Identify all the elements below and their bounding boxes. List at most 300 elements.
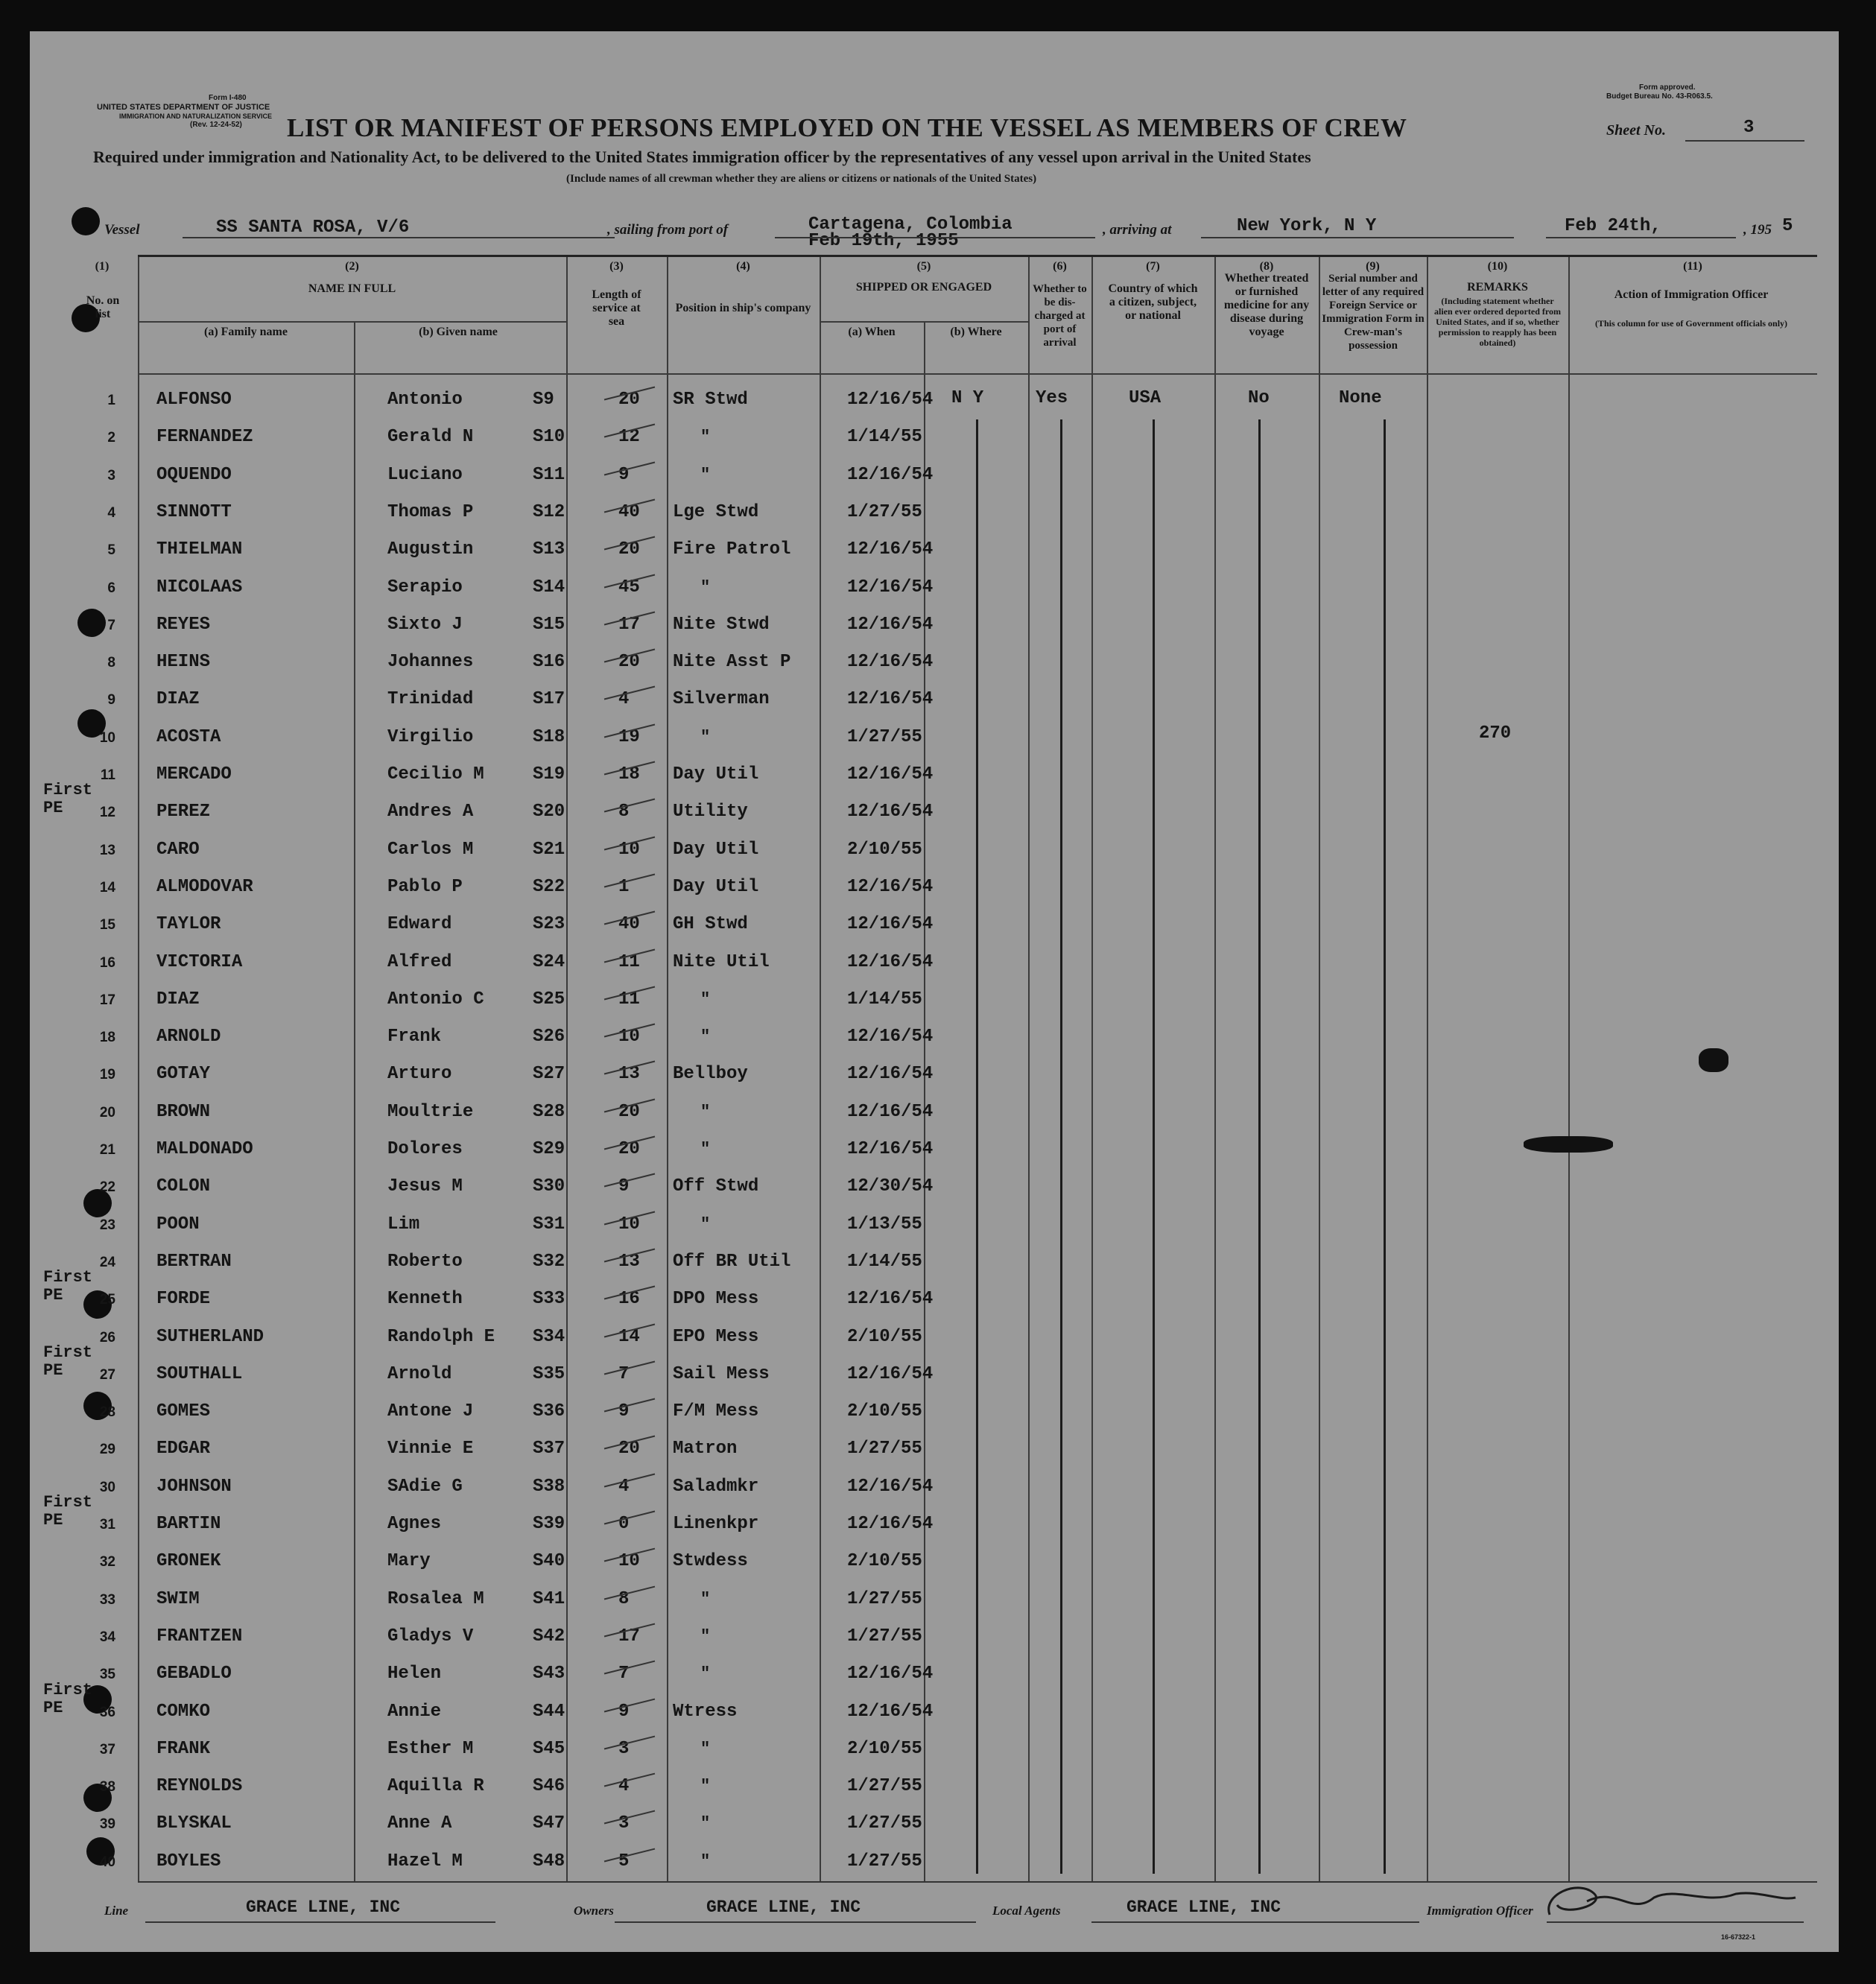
shipped-when: 12/16/54 (847, 876, 934, 897)
shipped-when: 12/16/54 (847, 689, 934, 710)
position: Linenkpr (673, 1514, 759, 1534)
punch-hole (72, 207, 100, 235)
family-name: GOTAY (156, 1064, 211, 1085)
row-number: 2 (107, 430, 115, 446)
service-years: 4 (618, 1476, 630, 1497)
shipped-when: 2/10/55 (847, 1738, 922, 1759)
treated-value: No (1248, 388, 1270, 408)
crew-code: S28 (533, 1101, 565, 1122)
row-number: 23 (99, 1217, 115, 1233)
header-col5-num: (5) (916, 260, 931, 273)
row-number: 17 (99, 992, 115, 1008)
form-number: Form I-480 (209, 94, 247, 102)
position: Silverman (673, 689, 770, 710)
family-name: POON (156, 1214, 200, 1235)
shipped-when: 12/16/54 (847, 1139, 934, 1159)
given-name: Esther M (387, 1738, 474, 1759)
country-value: USA (1129, 388, 1162, 408)
shipped-when: 1/27/55 (847, 1851, 922, 1872)
officer-signature (1535, 1872, 1803, 1924)
shipped-when: 2/10/55 (847, 1401, 922, 1422)
date-underline (1546, 237, 1736, 238)
service-years: 10 (618, 1214, 640, 1235)
family-name: JOHNSON (156, 1476, 232, 1497)
family-name: SINNOTT (156, 501, 232, 522)
header-col3: Length of service at sea (592, 288, 641, 328)
header-col8: Whether treated or furnished medicine for any disease during voyage (1223, 272, 1310, 338)
year-digit: 5 (1782, 216, 1793, 236)
shipped-when: 12/16/54 (847, 577, 934, 598)
family-name: ACOSTA (156, 726, 221, 747)
service-years: 13 (618, 1251, 640, 1272)
row-number: 32 (99, 1554, 115, 1571)
shipped-when: 1/27/55 (847, 1439, 922, 1460)
given-name: Anne A (387, 1813, 452, 1834)
family-name: SOUTHALL (156, 1363, 243, 1384)
crew-code: S23 (533, 914, 565, 935)
crew-code: S13 (533, 539, 565, 560)
row-number: 16 (99, 954, 115, 971)
ink-mark (1699, 1048, 1728, 1072)
service-years: 13 (618, 1064, 640, 1085)
service-years: 11 (618, 989, 640, 1010)
sheet-underline (1685, 140, 1804, 142)
given-name: Helen (387, 1664, 442, 1685)
arrival-port: New York, N Y (1237, 216, 1377, 236)
shipped-when: 1/27/55 (847, 1813, 922, 1834)
agents-underline (1091, 1921, 1419, 1923)
crew-code: S18 (533, 726, 565, 747)
include-note: (Include names of all crewman whether they are aliens or citizens or nationals of the United States) (566, 173, 1037, 185)
service-years: 4 (618, 1776, 630, 1797)
family-name: DIAZ (156, 689, 200, 710)
row-number: 24 (99, 1254, 115, 1270)
family-name: ALMODOVAR (156, 876, 253, 897)
service-years: 9 (618, 1701, 630, 1722)
family-name: COLON (156, 1176, 211, 1197)
given-name: Antonio (387, 390, 463, 410)
ink-mark (1524, 1136, 1613, 1153)
row-number: 34 (99, 1629, 115, 1645)
shipped-when: 12/16/54 (847, 390, 934, 410)
family-name: ALFONSO (156, 390, 232, 410)
position: SR Stwd (673, 390, 748, 410)
row-number: 6 (107, 580, 115, 596)
arrival-date: Feb 24th, (1565, 216, 1661, 236)
sheet-label: Sheet No. (1606, 122, 1666, 139)
crew-code: S39 (533, 1514, 565, 1534)
crew-code: S21 (533, 839, 565, 860)
given-name: Luciano (387, 464, 463, 485)
family-name: DIAZ (156, 989, 200, 1010)
shipped-when: 12/16/54 (847, 1101, 934, 1122)
row-number: 35 (99, 1667, 115, 1683)
header-col9-num: (9) (1366, 260, 1380, 273)
service-years: 16 (618, 1289, 640, 1310)
service-years: 20 (618, 1439, 640, 1460)
given-name: Arturo (387, 1064, 452, 1085)
position: Lge Stwd (673, 501, 759, 522)
given-name: SAdie G (387, 1476, 463, 1497)
row-number: 3 (107, 467, 115, 484)
row-number: 18 (99, 1030, 115, 1046)
service-years: 10 (618, 1551, 640, 1572)
service-years: 14 (618, 1326, 640, 1347)
margin-note: First PE (43, 1680, 93, 1717)
family-name: EDGAR (156, 1439, 211, 1460)
crew-code: S22 (533, 876, 565, 897)
family-name: PEREZ (156, 802, 211, 823)
line-value: GRACE LINE, INC (246, 1898, 401, 1917)
family-name: SWIM (156, 1588, 200, 1609)
position: " (700, 1851, 711, 1871)
shipped-when: 2/10/55 (847, 1326, 922, 1347)
header-col1: No. on list (86, 294, 120, 320)
row-number: 15 (99, 917, 115, 934)
row-number: 13 (99, 842, 115, 858)
margin-note: First PE (43, 1493, 93, 1530)
header-subrule (820, 321, 1028, 323)
family-name: BROWN (156, 1101, 211, 1122)
margin-note: First PE (43, 1343, 93, 1380)
row-number: 37 (99, 1741, 115, 1758)
given-name: Dolores (387, 1139, 463, 1159)
form-approved: Form approved. (1639, 83, 1696, 92)
shipped-when: 12/16/54 (847, 464, 934, 485)
given-name: Trinidad (387, 689, 474, 710)
shipped-when: 12/16/54 (847, 802, 934, 823)
header-col6-num: (6) (1053, 260, 1067, 273)
given-name: Edward (387, 914, 452, 935)
given-name: Rosalea M (387, 1588, 484, 1609)
given-name: Virgilio (387, 726, 474, 747)
crew-code: S10 (533, 427, 565, 448)
shipped-when: 12/16/54 (847, 614, 934, 635)
crew-code: S45 (533, 1738, 565, 1759)
crew-table (86, 255, 1817, 1883)
shipped-when: 12/16/54 (847, 1476, 934, 1497)
crew-code: S11 (533, 464, 565, 485)
header-col5: SHIPPED OR ENGAGED (855, 281, 992, 294)
header-col2b: (b) Given name (419, 326, 498, 338)
service-years: 8 (618, 1588, 630, 1609)
family-name: REYNOLDS (156, 1776, 243, 1797)
given-name: Annie (387, 1701, 442, 1722)
row-number: 31 (99, 1517, 115, 1533)
shipped-when: 1/14/55 (847, 427, 922, 448)
shipped-when: 12/30/54 (847, 1176, 934, 1197)
row-number: 22 (99, 1179, 115, 1196)
family-name: COMKO (156, 1701, 211, 1722)
given-name: Antonio C (387, 989, 484, 1010)
shipped-when: 12/16/54 (847, 539, 934, 560)
family-name: REYES (156, 614, 211, 635)
shipped-when: 1/27/55 (847, 1626, 922, 1647)
sheet-number: 3 (1743, 118, 1755, 138)
header-col2: NAME IN FULL (308, 282, 396, 295)
crew-code: S30 (533, 1176, 565, 1197)
service-years: 9 (618, 1176, 630, 1197)
given-name: Gerald N (387, 427, 474, 448)
crew-code: S20 (533, 802, 565, 823)
service-years: 40 (618, 501, 640, 522)
page-title: LIST OR MANIFEST OF PERSONS EMPLOYED ON THE VESSEL AS MEMBERS OF CREW (287, 113, 1407, 142)
position: Off BR Util (673, 1251, 791, 1272)
family-name: FRANTZEN (156, 1626, 243, 1647)
service-years: 17 (618, 614, 640, 635)
row-number: 21 (99, 1142, 115, 1158)
given-name: Aquilla R (387, 1776, 484, 1797)
shipped-when: 12/16/54 (847, 1363, 934, 1384)
position: Day Util (673, 764, 759, 785)
shipped-when: 12/16/54 (847, 652, 934, 673)
arrival-underline (1201, 237, 1514, 238)
shipped-when: 12/16/54 (847, 1064, 934, 1085)
officer-label: Immigration Officer (1427, 1904, 1533, 1918)
row-number: 33 (99, 1591, 115, 1608)
crew-code: S32 (533, 1251, 565, 1272)
header-col7-num: (7) (1146, 260, 1160, 273)
service-years: 10 (618, 839, 640, 860)
given-name: Augustin (387, 539, 474, 560)
crew-code: S14 (533, 577, 565, 598)
position: F/M Mess (673, 1401, 759, 1422)
row-number: 28 (99, 1404, 115, 1421)
row-number: 40 (99, 1854, 115, 1870)
ditto-stroke (1384, 419, 1386, 1874)
line-label: Line (104, 1904, 129, 1918)
given-name: Agnes (387, 1514, 442, 1534)
given-name: Jesus M (387, 1176, 463, 1197)
given-name: Arnold (387, 1363, 452, 1384)
budget-bureau: Budget Bureau No. 43-R063.5. (1606, 92, 1713, 101)
service-years: 20 (618, 652, 640, 673)
family-name: VICTORIA (156, 951, 243, 972)
given-name: Serapio (387, 577, 463, 598)
family-name: HEINS (156, 652, 211, 673)
position: Sail Mess (673, 1363, 770, 1384)
given-name: Lim (387, 1214, 420, 1235)
given-name: Carlos M (387, 839, 474, 860)
shipped-when: 1/14/55 (847, 989, 922, 1010)
position: " (700, 428, 711, 447)
row-number: 1 (107, 393, 115, 408)
owners-label: Owners (574, 1904, 614, 1918)
shipped-when: 1/14/55 (847, 1251, 922, 1272)
row-number: 4 (107, 504, 115, 521)
row-number: 25 (99, 1292, 115, 1308)
shipped-when: 1/27/55 (847, 1776, 922, 1797)
given-name: Antone J (387, 1401, 474, 1422)
discharged-value: Yes (1036, 388, 1068, 408)
position: " (700, 989, 711, 1009)
family-name: BLYSKAL (156, 1813, 232, 1834)
print-code: 16-67322-1 (1721, 1933, 1756, 1941)
family-name: GRONEK (156, 1551, 221, 1572)
service-years: 3 (618, 1813, 630, 1834)
shipped-when: 12/16/54 (847, 1514, 934, 1534)
header-col11-num: (11) (1683, 260, 1702, 273)
crew-code: S38 (533, 1476, 565, 1497)
service-years: 7 (618, 1363, 630, 1384)
department: UNITED STATES DEPARTMENT OF JUSTICE (97, 103, 270, 112)
position: Off Stwd (673, 1176, 759, 1197)
family-name: THIELMAN (156, 539, 243, 560)
service-years: 12 (618, 427, 640, 448)
position: Nite Stwd (673, 614, 770, 635)
crew-code: S34 (533, 1326, 565, 1347)
shipped-when: 2/10/55 (847, 839, 922, 860)
row-number: 39 (99, 1816, 115, 1833)
position: " (700, 1027, 711, 1047)
row-number: 26 (99, 1329, 115, 1346)
service-years: 5 (618, 1851, 630, 1872)
service-years: 10 (618, 1027, 640, 1048)
service-years: 9 (618, 1401, 630, 1422)
position: " (700, 577, 711, 597)
required-statement: Required under immigration and Nationality Act, to be delivered to the United States immigration officer by the representatives of any vessel upon arrival in the United States (93, 148, 1311, 166)
header-subrule (138, 321, 566, 323)
service-years: 40 (618, 914, 640, 935)
owners-value: GRACE LINE, INC (706, 1898, 861, 1917)
header-col7: Country of which a citizen, subject, or national (1108, 282, 1198, 322)
header-col10: REMARKS (1467, 281, 1528, 294)
family-name: GEBADLO (156, 1664, 232, 1685)
family-name: MALDONADO (156, 1139, 253, 1159)
owners-underline (615, 1921, 976, 1923)
given-name: Hazel M (387, 1851, 463, 1872)
margin-note: First PE (43, 1268, 93, 1305)
row-number: 11 (100, 767, 115, 783)
position: " (700, 465, 711, 484)
given-name: Randolph E (387, 1326, 495, 1347)
family-name: FORDE (156, 1289, 211, 1310)
header-col11: Action of Immigration Officer (1614, 288, 1769, 301)
row-number: 10 (99, 729, 115, 746)
vessel-underline (183, 237, 615, 238)
header-col4: Position in ship's company (675, 302, 811, 314)
sailing-date: Feb 19th, 1955 (808, 231, 959, 251)
position: " (700, 1739, 711, 1758)
shipped-when: 12/16/54 (847, 1701, 934, 1722)
position: " (700, 1777, 711, 1796)
family-name: CARO (156, 839, 200, 860)
header-col3-num: (3) (609, 260, 624, 273)
given-name: Pablo P (387, 876, 463, 897)
family-name: BOYLES (156, 1851, 221, 1872)
shipped-when: 1/27/55 (847, 726, 922, 747)
agents-value: GRACE LINE, INC (1126, 1898, 1281, 1917)
family-name: FRANK (156, 1738, 211, 1759)
row-number: 8 (107, 655, 115, 671)
crew-code: S44 (533, 1701, 565, 1722)
header-col1-num: (1) (95, 260, 110, 273)
vessel-name: SS SANTA ROSA, V/6 (216, 218, 410, 238)
service-years: 17 (618, 1626, 640, 1647)
shipped-when: 2/10/55 (847, 1551, 922, 1572)
given-name: Frank (387, 1027, 442, 1048)
given-name: Andres A (387, 802, 474, 823)
family-name: TAYLOR (156, 914, 221, 935)
family-name: OQUENDO (156, 464, 232, 485)
position: " (700, 1140, 711, 1159)
row-number: 5 (107, 542, 115, 559)
family-name: SUTHERLAND (156, 1326, 264, 1347)
given-name: Alfred (387, 951, 452, 972)
header-col2a: (a) Family name (204, 326, 288, 338)
header-col5a: (a) When (848, 326, 896, 338)
crew-code: S29 (533, 1139, 565, 1159)
port-underline (775, 237, 1095, 238)
position: Fire Patrol (673, 539, 791, 560)
position: DPO Mess (673, 1289, 759, 1310)
ditto-stroke (1258, 419, 1261, 1874)
header-bottom-rule (138, 373, 1817, 375)
crew-code: S35 (533, 1363, 565, 1384)
position: Stwdess (673, 1551, 748, 1572)
position: " (700, 1214, 711, 1234)
shipped-when: 12/16/54 (847, 1027, 934, 1048)
revision: (Rev. 12-24-52) (190, 121, 242, 129)
service-years: 18 (618, 764, 640, 785)
given-name: Cecilio M (387, 764, 484, 785)
shipped-when: 12/16/54 (847, 1664, 934, 1685)
position: Nite Util (673, 951, 770, 972)
crew-code: S40 (533, 1551, 565, 1572)
crew-code: S17 (533, 689, 565, 710)
row-number: 12 (99, 805, 115, 821)
row-number: 14 (99, 879, 115, 896)
crew-code: S33 (533, 1289, 565, 1310)
service-years: 45 (618, 577, 640, 598)
crew-code: S36 (533, 1401, 565, 1422)
given-name: Gladys V (387, 1626, 474, 1647)
header-col2-num: (2) (345, 260, 359, 273)
service-years: 19 (618, 726, 640, 747)
position: Bellboy (673, 1064, 748, 1085)
service-years: 9 (618, 464, 630, 485)
manifest-sheet (30, 31, 1839, 1952)
line-underline (145, 1921, 495, 1923)
given-name: Vinnie E (387, 1439, 474, 1460)
service-years: 11 (618, 951, 640, 972)
row-number: 30 (99, 1479, 115, 1495)
shipped-when: 1/27/55 (847, 501, 922, 522)
agents-label: Local Agents (992, 1904, 1061, 1918)
crew-code: S27 (533, 1064, 565, 1085)
family-name: NICOLAAS (156, 577, 243, 598)
shipped-when: 12/16/54 (847, 764, 934, 785)
given-name: Roberto (387, 1251, 463, 1272)
position: Wtress (673, 1701, 738, 1722)
given-name: Johannes (387, 652, 474, 673)
row-number: 20 (99, 1104, 115, 1121)
position: GH Stwd (673, 914, 748, 935)
service-years: 20 (618, 1139, 640, 1159)
service-years: 4 (618, 689, 630, 710)
position: Day Util (673, 839, 759, 860)
header-col9: Serial number and letter of any required Foreign Service or Immigration Form in Crew-man's possession (1322, 273, 1425, 352)
crew-code: S9 (533, 390, 554, 410)
crew-code: S37 (533, 1439, 565, 1460)
crew-code: S16 (533, 652, 565, 673)
service-years: 1 (618, 876, 630, 897)
given-name: Thomas P (387, 501, 474, 522)
header-col11-note: (This column for use of Government officials only) (1594, 318, 1788, 329)
row-number: 19 (99, 1067, 115, 1083)
ditto-stroke (1060, 419, 1062, 1874)
year-prefix: , 195 (1743, 222, 1772, 238)
